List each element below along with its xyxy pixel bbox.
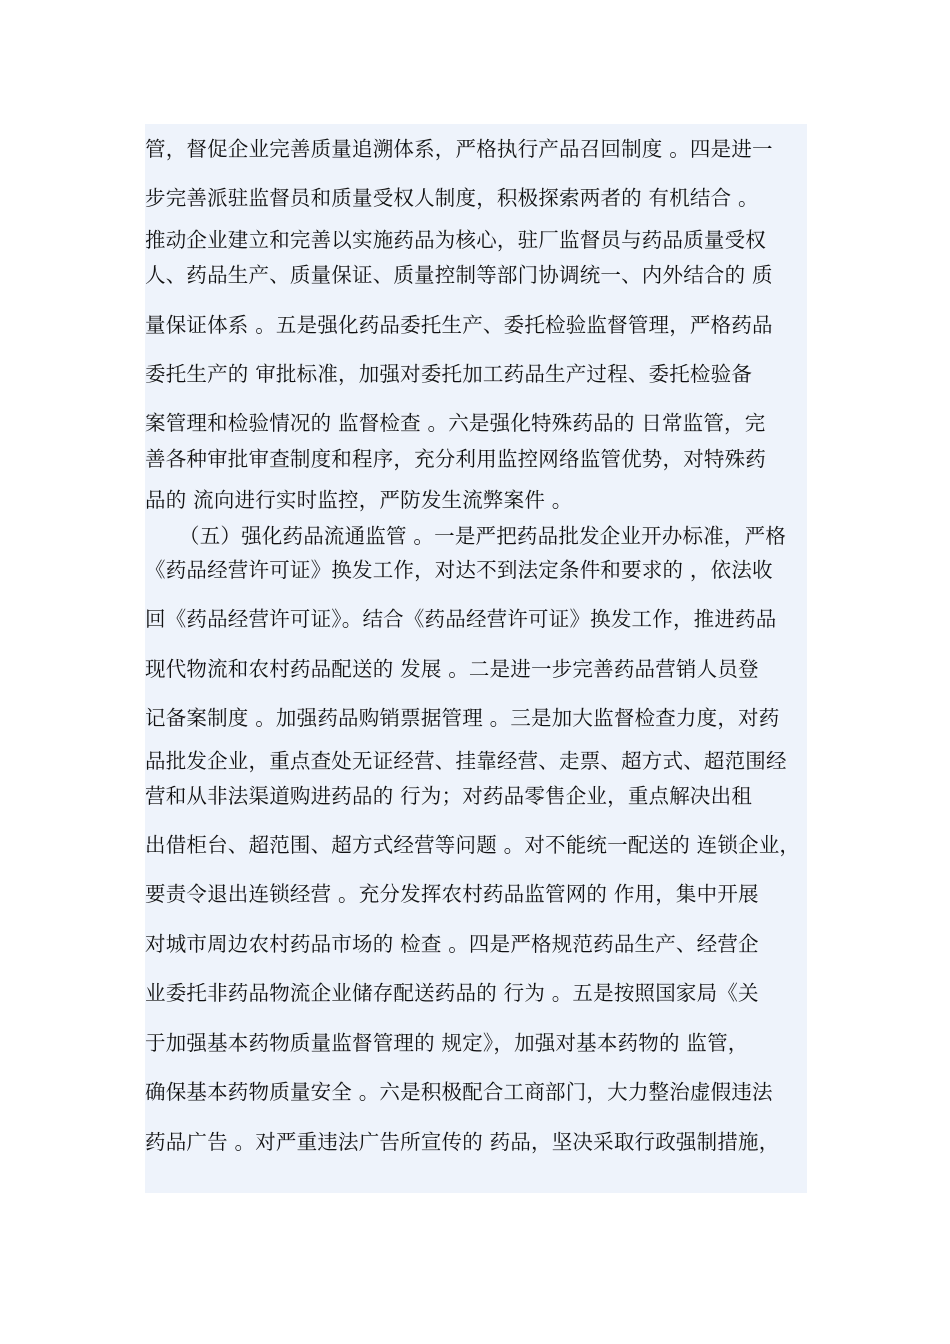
paragraph-2-line-4: 现代物流和农村药品配送的 发展 。二是进一步完善药品营销人员登 <box>145 657 759 681</box>
paragraph-1-line-4: 人、药品生产、质量保证、质量控制等部门协调统一、内外结合的 质 <box>145 263 773 287</box>
paragraph-1 <box>145 124 807 523</box>
paragraph-2-line-1: （五）强化药品流通监管 。一是严把药品批发企业开办标准，严格 <box>179 524 787 548</box>
paragraph-1-line-5: 量保证体系 。五是强化药品委托生产、委托检验监督管理，严格药品 <box>145 313 773 337</box>
paragraph-1-line-3: 推动企业建立和完善以实施药品为核心，驻厂监督员与药品质量受权 <box>145 228 766 252</box>
paragraph-2-line-11: 业委托非药品物流企业储存配送药品的 行为 。五是按照国家局《关 <box>145 981 759 1005</box>
paragraph-2-line-14: 药品广告 。对严重违法广告所宣传的 药品，坚决采取行政强制措施， <box>145 1130 780 1154</box>
paragraph-2-line-9: 要责令退出连锁经营 。充分发挥农村药品监管网的 作用，集中开展 <box>145 882 759 906</box>
paragraph-2-line-13: 确保基本药物质量安全 。六是积极配合工商部门，大力整治虚假违法 <box>145 1080 773 1104</box>
paragraph-1-line-6: 委托生产的 审批标准，加强对委托加工药品生产过程、委托检验备 <box>145 362 753 386</box>
paragraph-1-line-1: 管，督促企业完善质量追溯体系，严格执行产品召回制度 。四是进一 <box>145 137 773 161</box>
paragraph-2-line-5: 记备案制度 。加强药品购销票据管理 。三是加大监督检查力度，对药 <box>145 706 780 730</box>
paragraph-2-line-12: 于加强基本药物质量监督管理的 规定》，加强对基本药物的 监管， <box>145 1031 749 1055</box>
paragraph-2-line-3: 回《药品经营许可证》。结合《药品经营许可证》换发工作，推进药品 <box>145 607 777 631</box>
paragraph-2-line-10: 对城市周边农村药品市场的 检查 。四是严格规范药品生产、经营企 <box>145 932 759 956</box>
paragraph-2 <box>145 523 807 1193</box>
paragraph-1-line-9: 品的 流向进行实时监控，严防发生流弊案件 。 <box>145 488 573 512</box>
paragraph-2-line-8: 出借柜台、超范围、超方式经营等问题 。对不能统一配送的 连锁企业， <box>145 833 801 857</box>
paragraph-1-line-7: 案管理和检验情况的 监督检查 。六是强化特殊药品的 日常监管，完 <box>145 411 766 435</box>
paragraph-2-line-2: 《药品经营许可证》换发工作，对达不到法定条件和要求的 ，依法收 <box>145 558 773 582</box>
paragraph-1-line-2: 步完善派驻监督员和质量受权人制度，积极探索两者的 有机结合 。 <box>145 186 759 210</box>
paragraph-1-line-8: 善各种审批审查制度和程序，充分利用监控网络监管优势，对特殊药 <box>145 447 766 471</box>
paragraph-2-line-6: 品批发企业，重点查处无证经营、挂靠经营、走票、超方式、超范围经 <box>145 749 787 773</box>
paragraph-2-line-7: 营和从非法渠道购进药品的 行为；对药品零售企业，重点解决出租 <box>145 784 753 808</box>
